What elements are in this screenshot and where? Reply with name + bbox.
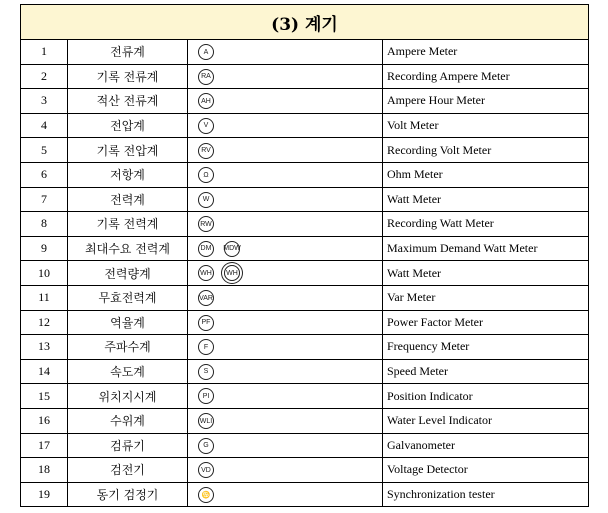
korean-name: 저항계 bbox=[68, 162, 188, 187]
korean-name: 적산 전류계 bbox=[68, 89, 188, 114]
english-name: Watt Meter bbox=[383, 261, 589, 286]
korean-name: 위치지시계 bbox=[68, 384, 188, 409]
table-row bbox=[21, 408, 589, 433]
meter-symbol-icon: F bbox=[198, 339, 214, 355]
row-number: 6 bbox=[21, 162, 68, 187]
row-number: 17 bbox=[21, 433, 68, 458]
table-row bbox=[21, 113, 589, 138]
korean-name: 무효전력계 bbox=[68, 285, 188, 310]
table-row bbox=[21, 482, 589, 507]
meter-symbol-icon: WH bbox=[224, 265, 240, 281]
symbol-cell bbox=[188, 138, 383, 163]
row-number: 9 bbox=[21, 236, 68, 261]
table-row bbox=[21, 335, 589, 360]
symbol-cell bbox=[188, 89, 383, 114]
symbol-cell bbox=[188, 310, 383, 335]
table-row bbox=[21, 285, 589, 310]
english-name: Ampere Hour Meter bbox=[383, 89, 589, 114]
english-name: Var Meter bbox=[383, 285, 589, 310]
row-number: 4 bbox=[21, 113, 68, 138]
table-row bbox=[21, 384, 589, 409]
row-number: 14 bbox=[21, 359, 68, 384]
row-number: 15 bbox=[21, 384, 68, 409]
english-name: Maximum Demand Watt Meter bbox=[383, 236, 589, 261]
table-row bbox=[21, 236, 589, 261]
english-name: Recording Watt Meter bbox=[383, 212, 589, 237]
row-number: 13 bbox=[21, 335, 68, 360]
english-name: Synchronization tester bbox=[383, 482, 589, 507]
symbol-cell bbox=[188, 482, 383, 507]
meter-table-container bbox=[20, 4, 588, 507]
row-number: 16 bbox=[21, 408, 68, 433]
row-number: 18 bbox=[21, 458, 68, 483]
table-row bbox=[21, 162, 589, 187]
symbol-cell bbox=[188, 285, 383, 310]
meter-symbol-table bbox=[20, 4, 589, 507]
korean-name: 주파수계 bbox=[68, 335, 188, 360]
table-row bbox=[21, 261, 589, 286]
korean-name: 최대수요 전력계 bbox=[68, 236, 188, 261]
meter-symbol-icon: A bbox=[198, 44, 214, 60]
english-name: Speed Meter bbox=[383, 359, 589, 384]
english-name: Frequency Meter bbox=[383, 335, 589, 360]
row-number: 8 bbox=[21, 212, 68, 237]
meter-symbol-icon: G bbox=[198, 438, 214, 454]
row-number: 11 bbox=[21, 285, 68, 310]
meter-symbol-icon: PI bbox=[198, 388, 214, 404]
table-row bbox=[21, 187, 589, 212]
table-row bbox=[21, 310, 589, 335]
english-name: Ohm Meter bbox=[383, 162, 589, 187]
korean-name: 역율계 bbox=[68, 310, 188, 335]
english-name: Recording Volt Meter bbox=[383, 138, 589, 163]
english-name: Position Indicator bbox=[383, 384, 589, 409]
meter-symbol-icon: DM bbox=[198, 241, 214, 257]
english-name: Power Factor Meter bbox=[383, 310, 589, 335]
table-header-row bbox=[21, 5, 589, 40]
korean-name: 전류계 bbox=[68, 40, 188, 65]
row-number: 5 bbox=[21, 138, 68, 163]
table-row bbox=[21, 40, 589, 65]
meter-symbol-icon: MDW bbox=[224, 241, 240, 257]
symbol-cell bbox=[188, 40, 383, 65]
meter-symbol-icon: RA bbox=[198, 69, 214, 85]
symbol-cell bbox=[188, 458, 383, 483]
meter-symbol-icon: VAR bbox=[198, 290, 214, 306]
row-number: 10 bbox=[21, 261, 68, 286]
korean-name: 검류기 bbox=[68, 433, 188, 458]
meter-symbol-icon: WLI bbox=[198, 413, 214, 429]
symbol-cell bbox=[188, 433, 383, 458]
meter-symbol-icon: RW bbox=[198, 216, 214, 232]
korean-name: 전압계 bbox=[68, 113, 188, 138]
symbol-cell bbox=[188, 408, 383, 433]
english-name: Galvanometer bbox=[383, 433, 589, 458]
table-row bbox=[21, 359, 589, 384]
korean-name: 기록 전압계 bbox=[68, 138, 188, 163]
korean-name: 전력계 bbox=[68, 187, 188, 212]
symbol-cell bbox=[188, 384, 383, 409]
table-row bbox=[21, 138, 589, 163]
english-name: Watt Meter bbox=[383, 187, 589, 212]
row-number: 2 bbox=[21, 64, 68, 89]
symbol-cell bbox=[188, 236, 383, 261]
meter-symbol-icon: PF bbox=[198, 315, 214, 331]
row-number: 19 bbox=[21, 482, 68, 507]
meter-symbol-icon: Ω bbox=[198, 167, 214, 183]
table-row bbox=[21, 64, 589, 89]
table-row bbox=[21, 89, 589, 114]
table-row bbox=[21, 212, 589, 237]
meter-symbol-icon: AH bbox=[198, 93, 214, 109]
symbol-cell bbox=[188, 261, 383, 286]
english-name: Water Level Indicator bbox=[383, 408, 589, 433]
row-number: 7 bbox=[21, 187, 68, 212]
meter-symbol-icon: ♋ bbox=[198, 487, 214, 503]
korean-name: 동기 검정기 bbox=[68, 482, 188, 507]
symbol-cell bbox=[188, 359, 383, 384]
meter-symbol-icon: V bbox=[198, 118, 214, 134]
english-name: Ampere Meter bbox=[383, 40, 589, 65]
korean-name: 속도계 bbox=[68, 359, 188, 384]
meter-symbol-icon: WH bbox=[198, 265, 214, 281]
korean-name: 기록 전류계 bbox=[68, 64, 188, 89]
symbol-cell bbox=[188, 212, 383, 237]
korean-name: 기록 전력계 bbox=[68, 212, 188, 237]
symbol-cell bbox=[188, 335, 383, 360]
row-number: 3 bbox=[21, 89, 68, 114]
table-title: (3) 계기 bbox=[21, 5, 589, 40]
korean-name: 검전기 bbox=[68, 458, 188, 483]
english-name: Voltage Detector bbox=[383, 458, 589, 483]
korean-name: 수위계 bbox=[68, 408, 188, 433]
symbol-cell bbox=[188, 64, 383, 89]
meter-symbol-icon: VD bbox=[198, 462, 214, 478]
english-name: Recording Ampere Meter bbox=[383, 64, 589, 89]
korean-name: 전력량계 bbox=[68, 261, 188, 286]
meter-symbol-icon: RV bbox=[198, 143, 214, 159]
table-row bbox=[21, 458, 589, 483]
table-row bbox=[21, 433, 589, 458]
row-number: 12 bbox=[21, 310, 68, 335]
meter-symbol-icon: W bbox=[198, 192, 214, 208]
row-number: 1 bbox=[21, 40, 68, 65]
symbol-cell bbox=[188, 187, 383, 212]
symbol-cell bbox=[188, 162, 383, 187]
symbol-cell bbox=[188, 113, 383, 138]
english-name: Volt Meter bbox=[383, 113, 589, 138]
meter-symbol-icon: S bbox=[198, 364, 214, 380]
